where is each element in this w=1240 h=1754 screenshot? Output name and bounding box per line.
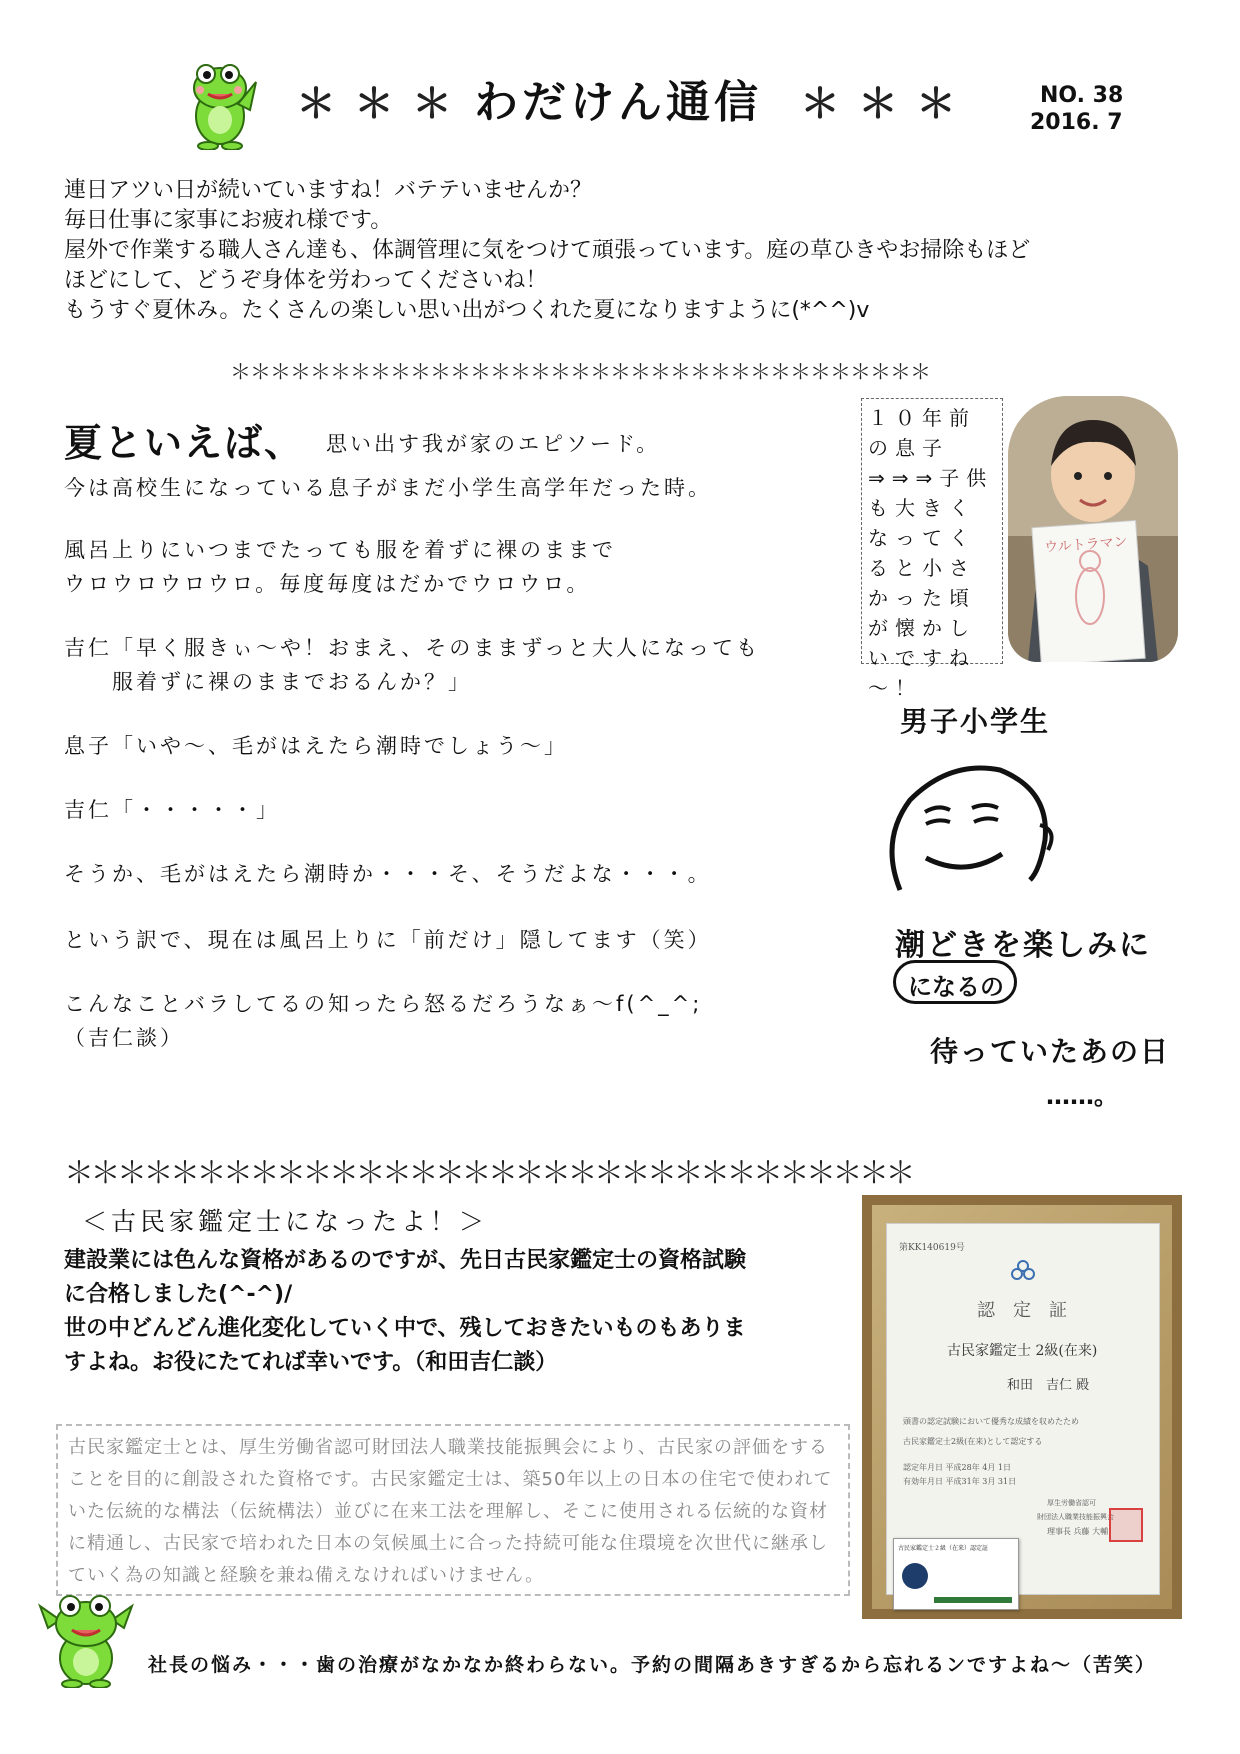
story-line: 吉仁「・・・・・」 bbox=[64, 798, 280, 822]
story-line: 風呂上りにいつまでたっても服を着ずに裸のままで bbox=[64, 538, 616, 562]
kominka-heading: ＜古民家鑑定士になったよ！＞ bbox=[82, 1207, 489, 1236]
id-card-logo-icon bbox=[902, 1563, 928, 1589]
kominka-text bbox=[64, 1244, 854, 1380]
id-card-title: 古民家鑑定士２級（在来）認定証 bbox=[898, 1545, 989, 1552]
intro-line: 毎日仕事に家事にお疲れ様です。 bbox=[64, 208, 393, 233]
story-subheading: 思い出す我が家のエピソード。 bbox=[326, 432, 661, 456]
doodle-label: 男子小学生 bbox=[900, 705, 1051, 738]
story-line: 今は高校生になっている息子がまだ小学生高学年だった時。 bbox=[64, 476, 712, 500]
issue-date: 2016. 7 bbox=[1030, 110, 1123, 135]
story-line: こんなことバラしてるの知ったら怒るだろうなぁ～f(^_^; bbox=[64, 992, 703, 1016]
certificate-paper bbox=[886, 1223, 1160, 1595]
story-heading: 夏といえば、 bbox=[64, 421, 305, 465]
story-line: （吉仁談） bbox=[64, 1026, 184, 1050]
certificate-photo bbox=[862, 1195, 1182, 1619]
cert-name: 和田 吉仁 殿 bbox=[1007, 1378, 1090, 1393]
title-stars-left: ＊＊＊ bbox=[296, 81, 470, 127]
cert-title: 認 定 証 bbox=[977, 1300, 1067, 1321]
cert-issuer-2: 財団法人職業技能振興会 bbox=[1037, 1513, 1114, 1521]
id-card bbox=[893, 1538, 1019, 1610]
cert-number: 第KK140619号 bbox=[899, 1243, 965, 1253]
divider-stars: ＊＊＊＊＊＊＊＊＊＊＊＊＊＊＊＊＊＊＊＊＊＊＊＊＊＊＊＊＊＊＊＊ bbox=[64, 1156, 912, 1191]
frog-mascot-top-icon bbox=[180, 58, 260, 150]
boy-photo bbox=[1008, 396, 1178, 662]
doodle-bubble-text: になるの bbox=[908, 973, 1004, 1001]
cert-issuer-1: 厚生労働省認可 bbox=[1047, 1499, 1096, 1507]
kominka-line: 建設業には色んな資格があるのですが、先日古民家鑑定士の資格試験 bbox=[64, 1248, 747, 1273]
red-seal-icon bbox=[1109, 1508, 1143, 1542]
title-stars-right: ＊＊＊ bbox=[800, 81, 974, 127]
cert-body-1: 頭書の認定試験において優秀な成績を収めたため bbox=[903, 1417, 1079, 1426]
intro-line: ほどにして、どうぞ身体を労わってくださいね！ bbox=[64, 268, 548, 293]
frog-mascot-bottom-icon bbox=[38, 1588, 134, 1688]
kominka-line: すよね。お役にたてれば幸いです。（和田吉仁談） bbox=[64, 1350, 558, 1375]
story-line: そうか、毛がはえたら潮時か・・・そ、そうだよな・・・。 bbox=[64, 862, 712, 886]
intro-text bbox=[64, 176, 1184, 326]
intro-line: もうすぐ夏休み。たくさんの楽しい思い出がつくれた夏になりますように(*^^)v bbox=[64, 298, 870, 323]
cert-issuer-3: 理事長 兵藤 大輔 bbox=[1047, 1527, 1109, 1536]
kominka-info-box: 古民家鑑定士とは、厚生労働省認可財団法人職業技能振興会により、古民家の評価をすることを目的に創設された資格です。古民家鑑定士は、築50年以上の日本の住宅で使われていた伝統的な構法（伝統構法）並びに在来工法を理解し、そこに使用される伝統的な資材に精通し、古民家で培われた日本の気候風土に合った持続可能な住環境を次世代に継承していく為の知識と経験を兼ね備えなければいけません。 bbox=[56, 1424, 850, 1596]
doodle-dots: ……。 bbox=[1046, 1082, 1118, 1110]
cert-qualification: 古民家鑑定士 2級(在来) bbox=[947, 1343, 1098, 1359]
cert-emblem-icon bbox=[1011, 1260, 1035, 1284]
intro-line: 連日アツい日が続いていますね！バテテいませんか？ bbox=[64, 178, 593, 203]
divider-stars: ＊＊＊＊＊＊＊＊＊＊＊＊＊＊＊＊＊＊＊＊＊＊＊＊＊＊＊＊＊＊＊＊＊＊＊ bbox=[230, 360, 930, 384]
kominka-line: に合格しました(^-^)/ bbox=[64, 1282, 293, 1307]
story-line: 服着ずに裸のままでおるんか？」 bbox=[64, 670, 472, 694]
doodle-line1: 潮どきを楽しみに bbox=[895, 928, 1151, 963]
story-line: ウロウロウロウロ。毎度毎度はだかでウロウロ。 bbox=[64, 572, 591, 596]
story-line: 吉仁「早く服きぃ～や！おまえ、そのままずっと大人になっても bbox=[64, 636, 760, 660]
cert-date-2: 有効年月日 平成31年 3月 31日 bbox=[903, 1477, 1017, 1486]
photo-sign-text: ウルトラマン bbox=[1043, 534, 1129, 556]
story-line: 息子「いや～、毛がはえたら潮時でしょう～」 bbox=[64, 734, 568, 758]
newsletter-title: わだけん通信 bbox=[474, 77, 762, 128]
cert-date-1: 認定年月日 平成28年 4月 1日 bbox=[903, 1463, 1011, 1472]
intro-line: 屋外で作業する職人さん達も、体調管理に気をつけて頑張っています。庭の草ひきやお掃除もほど bbox=[64, 238, 1031, 263]
photo-caption: １０年前の息子⇒⇒⇒子供も大きくなってくると小さかった頃が懐かしいですね～！ bbox=[861, 398, 1003, 664]
footer-note: 社長の悩み・・・歯の治療がなかなか終わらない。予約の間隔あきすぎるから忘れるンですよね～（苦笑） bbox=[148, 1654, 1157, 1676]
issue-number: NO. 38 bbox=[1040, 83, 1124, 108]
id-card-footer-bar bbox=[934, 1597, 1012, 1603]
kominka-line: 世の中どんどん進化変化していく中で、残しておきたいものもありま bbox=[64, 1316, 746, 1341]
story-line: という訳で、現在は風呂上りに「前だけ」隠してます（笑） bbox=[64, 928, 712, 952]
boy-face-doodle-icon bbox=[880, 750, 1060, 900]
doodle-bubble bbox=[893, 960, 1017, 1004]
cert-body-2: 古民家鑑定士2級(在来)として認定する bbox=[903, 1437, 1043, 1446]
doodle-line2: 待っていたあの日 bbox=[930, 1035, 1171, 1068]
